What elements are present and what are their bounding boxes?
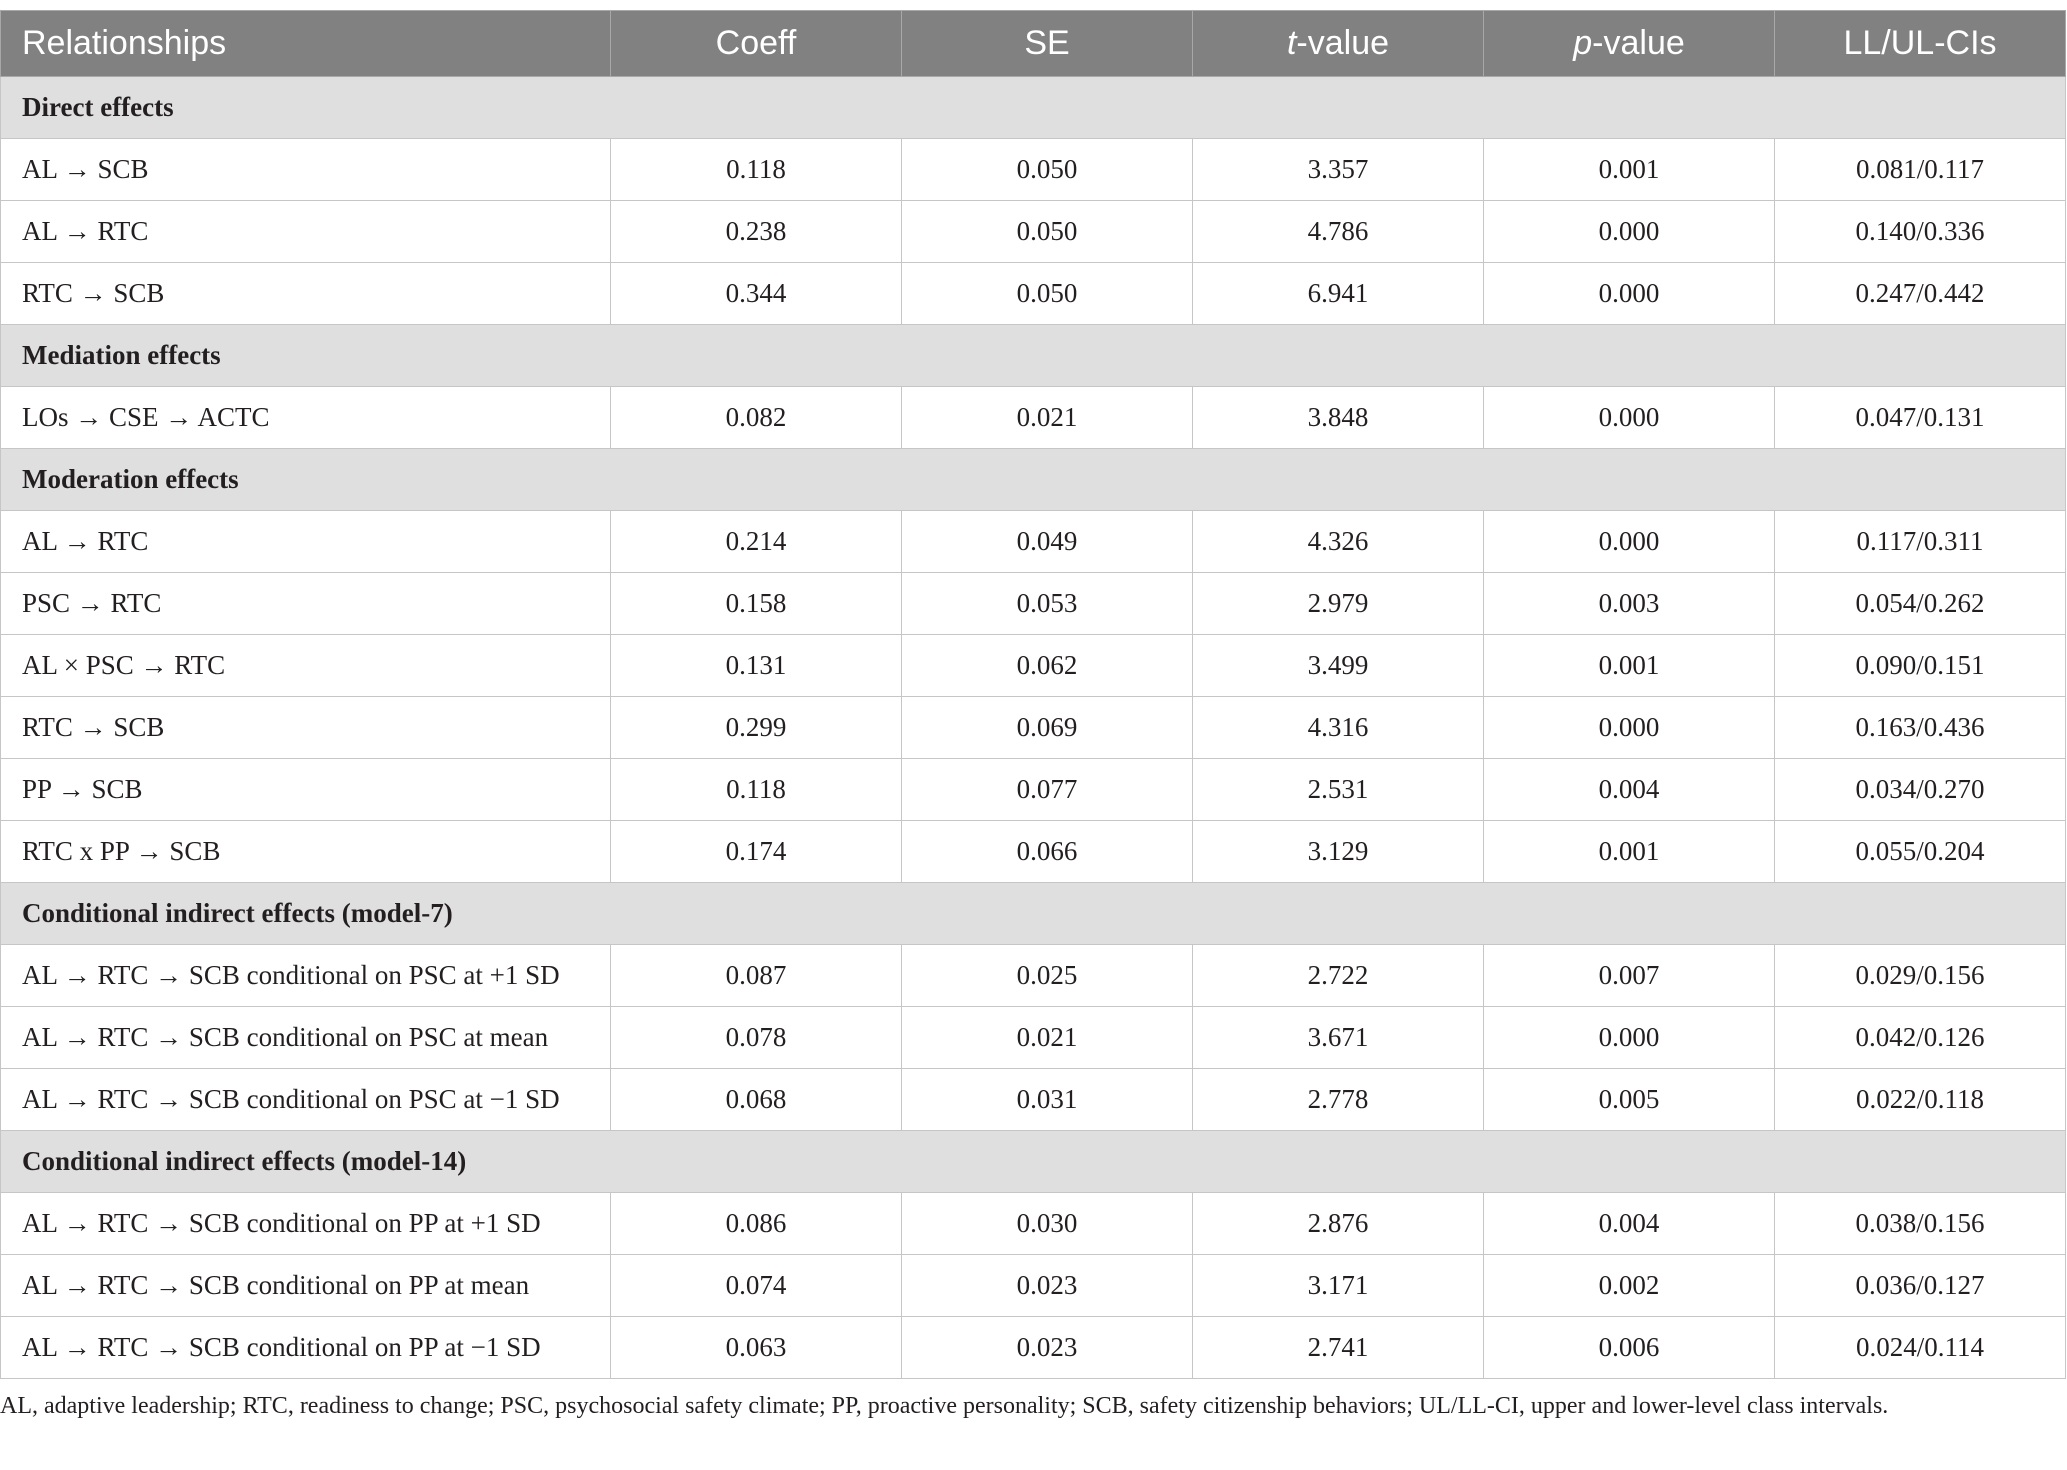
table-row bbox=[1, 697, 2066, 759]
coeff-cell: 0.063 bbox=[611, 1317, 902, 1379]
section-row bbox=[1, 325, 2066, 387]
se-cell: 0.023 bbox=[902, 1255, 1193, 1317]
relationship-cell: PSC → RTC bbox=[1, 573, 611, 635]
table-row bbox=[1, 1069, 2066, 1131]
coeff-cell: 0.344 bbox=[611, 263, 902, 325]
t-value-cell: 2.876 bbox=[1193, 1193, 1484, 1255]
coeff-cell: 0.086 bbox=[611, 1193, 902, 1255]
table-header bbox=[1, 11, 2066, 77]
t-value-cell: 3.357 bbox=[1193, 139, 1484, 201]
table-row bbox=[1, 821, 2066, 883]
relationship-cell: LOs → CSE → ACTC bbox=[1, 387, 611, 449]
section-title: Moderation effects bbox=[1, 449, 2066, 511]
t-value-cell: 4.316 bbox=[1193, 697, 1484, 759]
t-value-cell: 3.129 bbox=[1193, 821, 1484, 883]
section-title: Conditional indirect effects (model-7) bbox=[1, 883, 2066, 945]
header-t-italic: t bbox=[1286, 24, 1297, 62]
table-row bbox=[1, 1193, 2066, 1255]
relationship-cell: AL → RTC → SCB conditional on PSC at mean bbox=[1, 1007, 611, 1069]
coeff-cell: 0.087 bbox=[611, 945, 902, 1007]
table-row bbox=[1, 1317, 2066, 1379]
header-row bbox=[1, 11, 2066, 77]
p-value-cell: 0.001 bbox=[1484, 635, 1775, 697]
se-cell: 0.050 bbox=[902, 263, 1193, 325]
t-value-cell: 2.531 bbox=[1193, 759, 1484, 821]
table-row bbox=[1, 511, 2066, 573]
coeff-cell: 0.214 bbox=[611, 511, 902, 573]
ci-cell: 0.055/0.204 bbox=[1775, 821, 2066, 883]
t-value-cell: 4.786 bbox=[1193, 201, 1484, 263]
se-cell: 0.049 bbox=[902, 511, 1193, 573]
table-row bbox=[1, 945, 2066, 1007]
coeff-cell: 0.082 bbox=[611, 387, 902, 449]
header-p-italic: p bbox=[1573, 24, 1593, 62]
header-p-rest: -value bbox=[1592, 24, 1685, 62]
relationship-cell: AL → SCB bbox=[1, 139, 611, 201]
t-value-cell: 2.741 bbox=[1193, 1317, 1484, 1379]
t-value-cell: 3.499 bbox=[1193, 635, 1484, 697]
relationship-cell: AL × PSC → RTC bbox=[1, 635, 611, 697]
table-row bbox=[1, 263, 2066, 325]
se-cell: 0.031 bbox=[902, 1069, 1193, 1131]
se-cell: 0.023 bbox=[902, 1317, 1193, 1379]
t-value-cell: 3.848 bbox=[1193, 387, 1484, 449]
ci-cell: 0.090/0.151 bbox=[1775, 635, 2066, 697]
se-cell: 0.050 bbox=[902, 201, 1193, 263]
p-value-cell: 0.005 bbox=[1484, 1069, 1775, 1131]
coeff-cell: 0.131 bbox=[611, 635, 902, 697]
relationship-cell: AL → RTC bbox=[1, 511, 611, 573]
ci-cell: 0.054/0.262 bbox=[1775, 573, 2066, 635]
ci-cell: 0.163/0.436 bbox=[1775, 697, 2066, 759]
header-se: SE bbox=[902, 11, 1193, 77]
header-ci: LL/UL-CIs bbox=[1775, 11, 2066, 77]
relationship-cell: AL → RTC → SCB conditional on PSC at −1 SD bbox=[1, 1069, 611, 1131]
p-value-cell: 0.000 bbox=[1484, 201, 1775, 263]
se-cell: 0.053 bbox=[902, 573, 1193, 635]
section-row bbox=[1, 77, 2066, 139]
coeff-cell: 0.174 bbox=[611, 821, 902, 883]
t-value-cell: 2.979 bbox=[1193, 573, 1484, 635]
se-cell: 0.021 bbox=[902, 387, 1193, 449]
table-row bbox=[1, 573, 2066, 635]
coeff-cell: 0.078 bbox=[611, 1007, 902, 1069]
table-row bbox=[1, 139, 2066, 201]
ci-cell: 0.247/0.442 bbox=[1775, 263, 2066, 325]
section-title: Conditional indirect effects (model-14) bbox=[1, 1131, 2066, 1193]
ci-cell: 0.117/0.311 bbox=[1775, 511, 2066, 573]
ci-cell: 0.042/0.126 bbox=[1775, 1007, 2066, 1069]
section-row bbox=[1, 883, 2066, 945]
se-cell: 0.021 bbox=[902, 1007, 1193, 1069]
p-value-cell: 0.000 bbox=[1484, 697, 1775, 759]
p-value-cell: 0.007 bbox=[1484, 945, 1775, 1007]
p-value-cell: 0.000 bbox=[1484, 511, 1775, 573]
p-value-cell: 0.002 bbox=[1484, 1255, 1775, 1317]
coeff-cell: 0.158 bbox=[611, 573, 902, 635]
t-value-cell: 4.326 bbox=[1193, 511, 1484, 573]
ci-cell: 0.022/0.118 bbox=[1775, 1069, 2066, 1131]
se-cell: 0.066 bbox=[902, 821, 1193, 883]
t-value-cell: 6.941 bbox=[1193, 263, 1484, 325]
coeff-cell: 0.118 bbox=[611, 759, 902, 821]
relationship-cell: RTC → SCB bbox=[1, 697, 611, 759]
table-row bbox=[1, 1007, 2066, 1069]
se-cell: 0.077 bbox=[902, 759, 1193, 821]
header-t-rest: -value bbox=[1296, 24, 1390, 62]
results-table bbox=[0, 10, 2066, 1379]
coeff-cell: 0.118 bbox=[611, 139, 902, 201]
se-cell: 0.030 bbox=[902, 1193, 1193, 1255]
ci-cell: 0.034/0.270 bbox=[1775, 759, 2066, 821]
coeff-cell: 0.299 bbox=[611, 697, 902, 759]
relationship-cell: PP → SCB bbox=[1, 759, 611, 821]
se-cell: 0.050 bbox=[902, 139, 1193, 201]
section-title: Direct effects bbox=[1, 77, 2066, 139]
t-value-cell: 2.778 bbox=[1193, 1069, 1484, 1131]
relationship-cell: AL → RTC → SCB conditional on PP at −1 SD bbox=[1, 1317, 611, 1379]
coeff-cell: 0.074 bbox=[611, 1255, 902, 1317]
p-value-cell: 0.004 bbox=[1484, 1193, 1775, 1255]
table-row bbox=[1, 1255, 2066, 1317]
table-row bbox=[1, 387, 2066, 449]
ci-cell: 0.081/0.117 bbox=[1775, 139, 2066, 201]
t-value-cell: 2.722 bbox=[1193, 945, 1484, 1007]
p-value-cell: 0.004 bbox=[1484, 759, 1775, 821]
relationship-cell: RTC x PP → SCB bbox=[1, 821, 611, 883]
t-value-cell: 3.671 bbox=[1193, 1007, 1484, 1069]
relationship-cell: RTC → SCB bbox=[1, 263, 611, 325]
p-value-cell: 0.000 bbox=[1484, 1007, 1775, 1069]
section-row bbox=[1, 449, 2066, 511]
relationship-cell: AL → RTC → SCB conditional on PSC at +1 SD bbox=[1, 945, 611, 1007]
se-cell: 0.062 bbox=[902, 635, 1193, 697]
ci-cell: 0.038/0.156 bbox=[1775, 1193, 2066, 1255]
p-value-cell: 0.003 bbox=[1484, 573, 1775, 635]
ci-cell: 0.024/0.114 bbox=[1775, 1317, 2066, 1379]
section-title: Mediation effects bbox=[1, 325, 2066, 387]
ci-cell: 0.029/0.156 bbox=[1775, 945, 2066, 1007]
header-coeff: Coeff bbox=[611, 11, 902, 77]
p-value-cell: 0.000 bbox=[1484, 263, 1775, 325]
p-value-cell: 0.000 bbox=[1484, 387, 1775, 449]
p-value-cell: 0.001 bbox=[1484, 821, 1775, 883]
ci-cell: 0.047/0.131 bbox=[1775, 387, 2066, 449]
coeff-cell: 0.238 bbox=[611, 201, 902, 263]
header-p-value bbox=[1484, 11, 1775, 77]
section-row bbox=[1, 1131, 2066, 1193]
relationship-cell: AL → RTC bbox=[1, 201, 611, 263]
relationship-cell: AL → RTC → SCB conditional on PP at +1 SD bbox=[1, 1193, 611, 1255]
table-footnote: AL, adaptive leadership; RTC, readiness to change; PSC, psychosocial safety climate; PP, proactive personality; SCB, safety citizenship behaviors; UL/LL-CI, upper and lower-level class intervals. bbox=[0, 1393, 1889, 1419]
se-cell: 0.025 bbox=[902, 945, 1193, 1007]
relationship-cell: AL → RTC → SCB conditional on PP at mean bbox=[1, 1255, 611, 1317]
table-row bbox=[1, 635, 2066, 697]
t-value-cell: 3.171 bbox=[1193, 1255, 1484, 1317]
header-t-value bbox=[1193, 11, 1484, 77]
table-row bbox=[1, 759, 2066, 821]
se-cell: 0.069 bbox=[902, 697, 1193, 759]
p-value-cell: 0.006 bbox=[1484, 1317, 1775, 1379]
table-body bbox=[1, 77, 2066, 1379]
p-value-cell: 0.001 bbox=[1484, 139, 1775, 201]
ci-cell: 0.140/0.336 bbox=[1775, 201, 2066, 263]
table-row bbox=[1, 201, 2066, 263]
ci-cell: 0.036/0.127 bbox=[1775, 1255, 2066, 1317]
coeff-cell: 0.068 bbox=[611, 1069, 902, 1131]
header-relationships: Relationships bbox=[1, 11, 611, 77]
